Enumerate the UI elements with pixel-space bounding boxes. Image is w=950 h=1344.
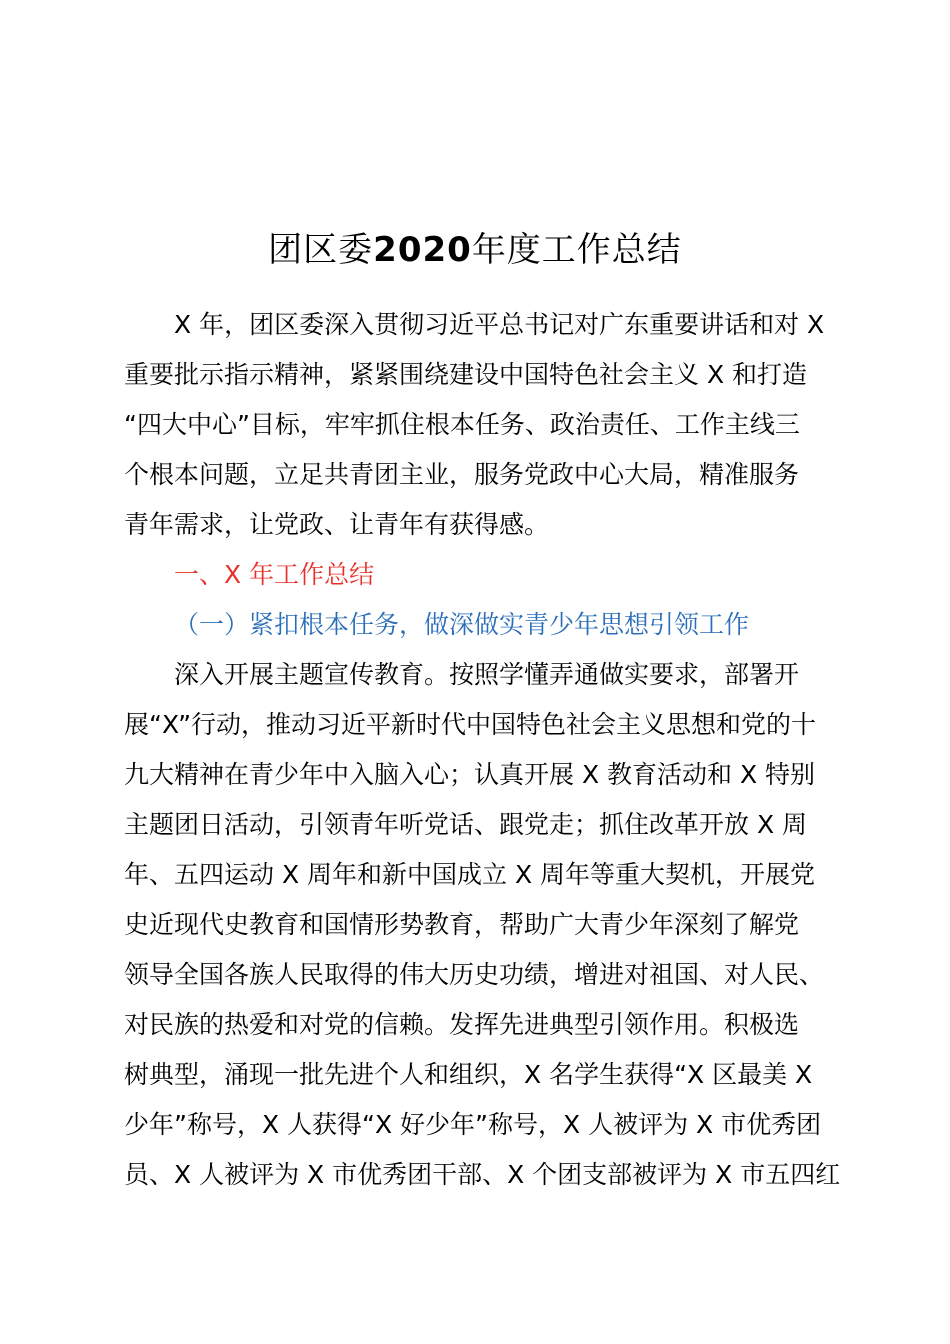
subsection-heading-1: （一）紧扣根本任务，做深做实青少年思想引领工作: [174, 610, 750, 639]
body-line-9: 树典型，涌现一批先进个人和组织，X 名学生获得“X 区最美 X: [124, 1060, 813, 1089]
body-line-10: 少年”称号，X 人获得“X 好少年”称号，X 人被评为 X 市优秀团: [124, 1110, 822, 1139]
intro-line-3: “四大中心”目标，牢牢抓住根本任务、政治责任、工作主线三: [124, 410, 800, 439]
intro-line-4: 个根本问题，立足共青团主业，服务党政中心大局，精准服务: [124, 460, 800, 489]
document-title: [0, 222, 950, 278]
title-prefix: 团区委: [268, 230, 374, 270]
body-line-4: 主题团日活动，引领青年听党话、跟党走；抓住改革开放 X 周: [124, 810, 808, 839]
intro-line-2: 重要批示指示精神，紧紧围绕建设中国特色社会主义 X 和打造: [124, 360, 808, 389]
body-line-8: 对民族的热爱和对党的信赖。发挥先进典型引领作用。积极选: [124, 1010, 800, 1039]
intro-line-5: 青年需求，让党政、让青年有获得感。: [124, 510, 550, 539]
body-line-3: 九大精神在青少年中入脑入心；认真开展 X 教育活动和 X 特别: [124, 760, 816, 789]
body-line-7: 领导全国各族人民取得的伟大历史功绩，增进对祖国、对人民、: [124, 960, 825, 989]
body-line-1: 深入开展主题宣传教育。按照学懂弄通做实要求，部署开: [174, 660, 800, 689]
title-suffix: 年度工作总结: [471, 230, 682, 270]
body-line-2: 展“X”行动，推动习近平新时代中国特色社会主义思想和党的十: [124, 710, 817, 739]
intro-line-1: X 年，团区委深入贯彻习近平总书记对广东重要讲话和对 X: [174, 310, 825, 339]
body-line-11: 员、X 人被评为 X 市优秀团干部、X 个团支部被评为 X 市五四红: [124, 1160, 841, 1189]
body-line-6: 史近现代史教育和国情形势教育，帮助广大青少年深刻了解党: [124, 910, 800, 939]
title-year: 2020: [373, 230, 472, 270]
section-heading-1: 一、X 年工作总结: [174, 560, 375, 589]
body-line-5: 年、五四运动 X 周年和新中国成立 X 周年等重大契机，开展党: [124, 860, 816, 889]
